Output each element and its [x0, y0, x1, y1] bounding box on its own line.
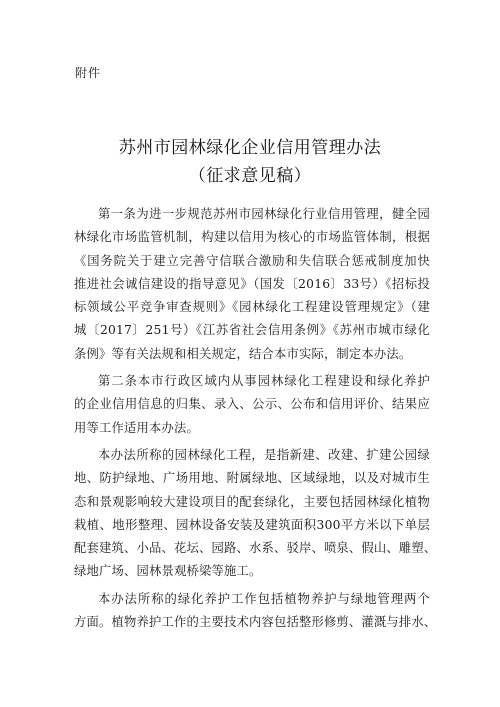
attachment-label: 附件: [75, 66, 102, 80]
paragraph-line: 用等工作适用本办法。: [74, 420, 199, 435]
paragraph-landscaping-definition: [74, 444, 437, 584]
document-body: [74, 203, 437, 634]
paragraph-maintenance-definition: [74, 588, 437, 635]
paragraph-line: 地、防护绿地、广场用地、附属绿地、区域绿地，以及对城市生: [74, 471, 430, 486]
document-subtitle: （征求意见稿）: [188, 166, 312, 186]
paragraph-line: 态和景观影响较大建设项目的配套绿化，主要包括园林绿化植物: [74, 494, 430, 509]
paragraph-article-2: [74, 370, 430, 440]
paragraph-line: 方面。植物养护工作的主要技术内容包括整形修剪、灌溉与排水、: [74, 615, 437, 630]
paragraph-line: 配套建筑、小品、花坛、园路、水系、驳岸、喷泉、假山、雕塑、: [74, 541, 437, 556]
paragraph-line: 城〔2017〕251号）《江苏省社会信用条例》《苏州市城市绿化: [74, 323, 430, 338]
paragraph-line: 标领域公平竞争审查规则》《园林绿化工程建设管理规定》（建: [74, 300, 430, 315]
paragraph-line: 林绿化市场监管机制，构建以信用为核心的市场监管体制，根据: [74, 230, 430, 245]
paragraph-line: 绿地广场、园林景观桥梁等施工。: [74, 564, 262, 579]
paragraph-line: 《国务院关于建立完善守信联合激励和失信联合惩戒制度加快: [74, 253, 430, 268]
paragraph-line: 栽植、地形整理、园林设备安装及建筑面积300平方米以下单层: [74, 517, 430, 532]
paragraph-line: 的企业信用信息的归集、录入、公示、公布和信用评价、结果应: [74, 397, 430, 412]
paragraph-article-1: [74, 203, 430, 366]
paragraph-line: 条例》等有关法规和相关规定，结合本市实际，制定本办法。: [74, 346, 412, 361]
paragraph-line: 本办法所称的绿化养护工作包括植物养护与绿地管理两个: [98, 591, 430, 606]
document-title: 苏州市园林绿化企业信用管理办法: [118, 138, 382, 158]
paragraph-line: 第一条为进一步规范苏州市园林绿化行业信用管理，健全园: [98, 207, 430, 221]
paragraph-line: 第二条本市行政区域内从事园林绿化工程建设和绿化养护: [98, 374, 430, 389]
paragraph-line: 本办法所称的园林绿化工程，是指新建、改建、扩建公园绿: [98, 447, 430, 462]
paragraph-line: 推进社会诚信建设的指导意见》（国发〔2016〕33号）《招标投: [74, 276, 430, 291]
